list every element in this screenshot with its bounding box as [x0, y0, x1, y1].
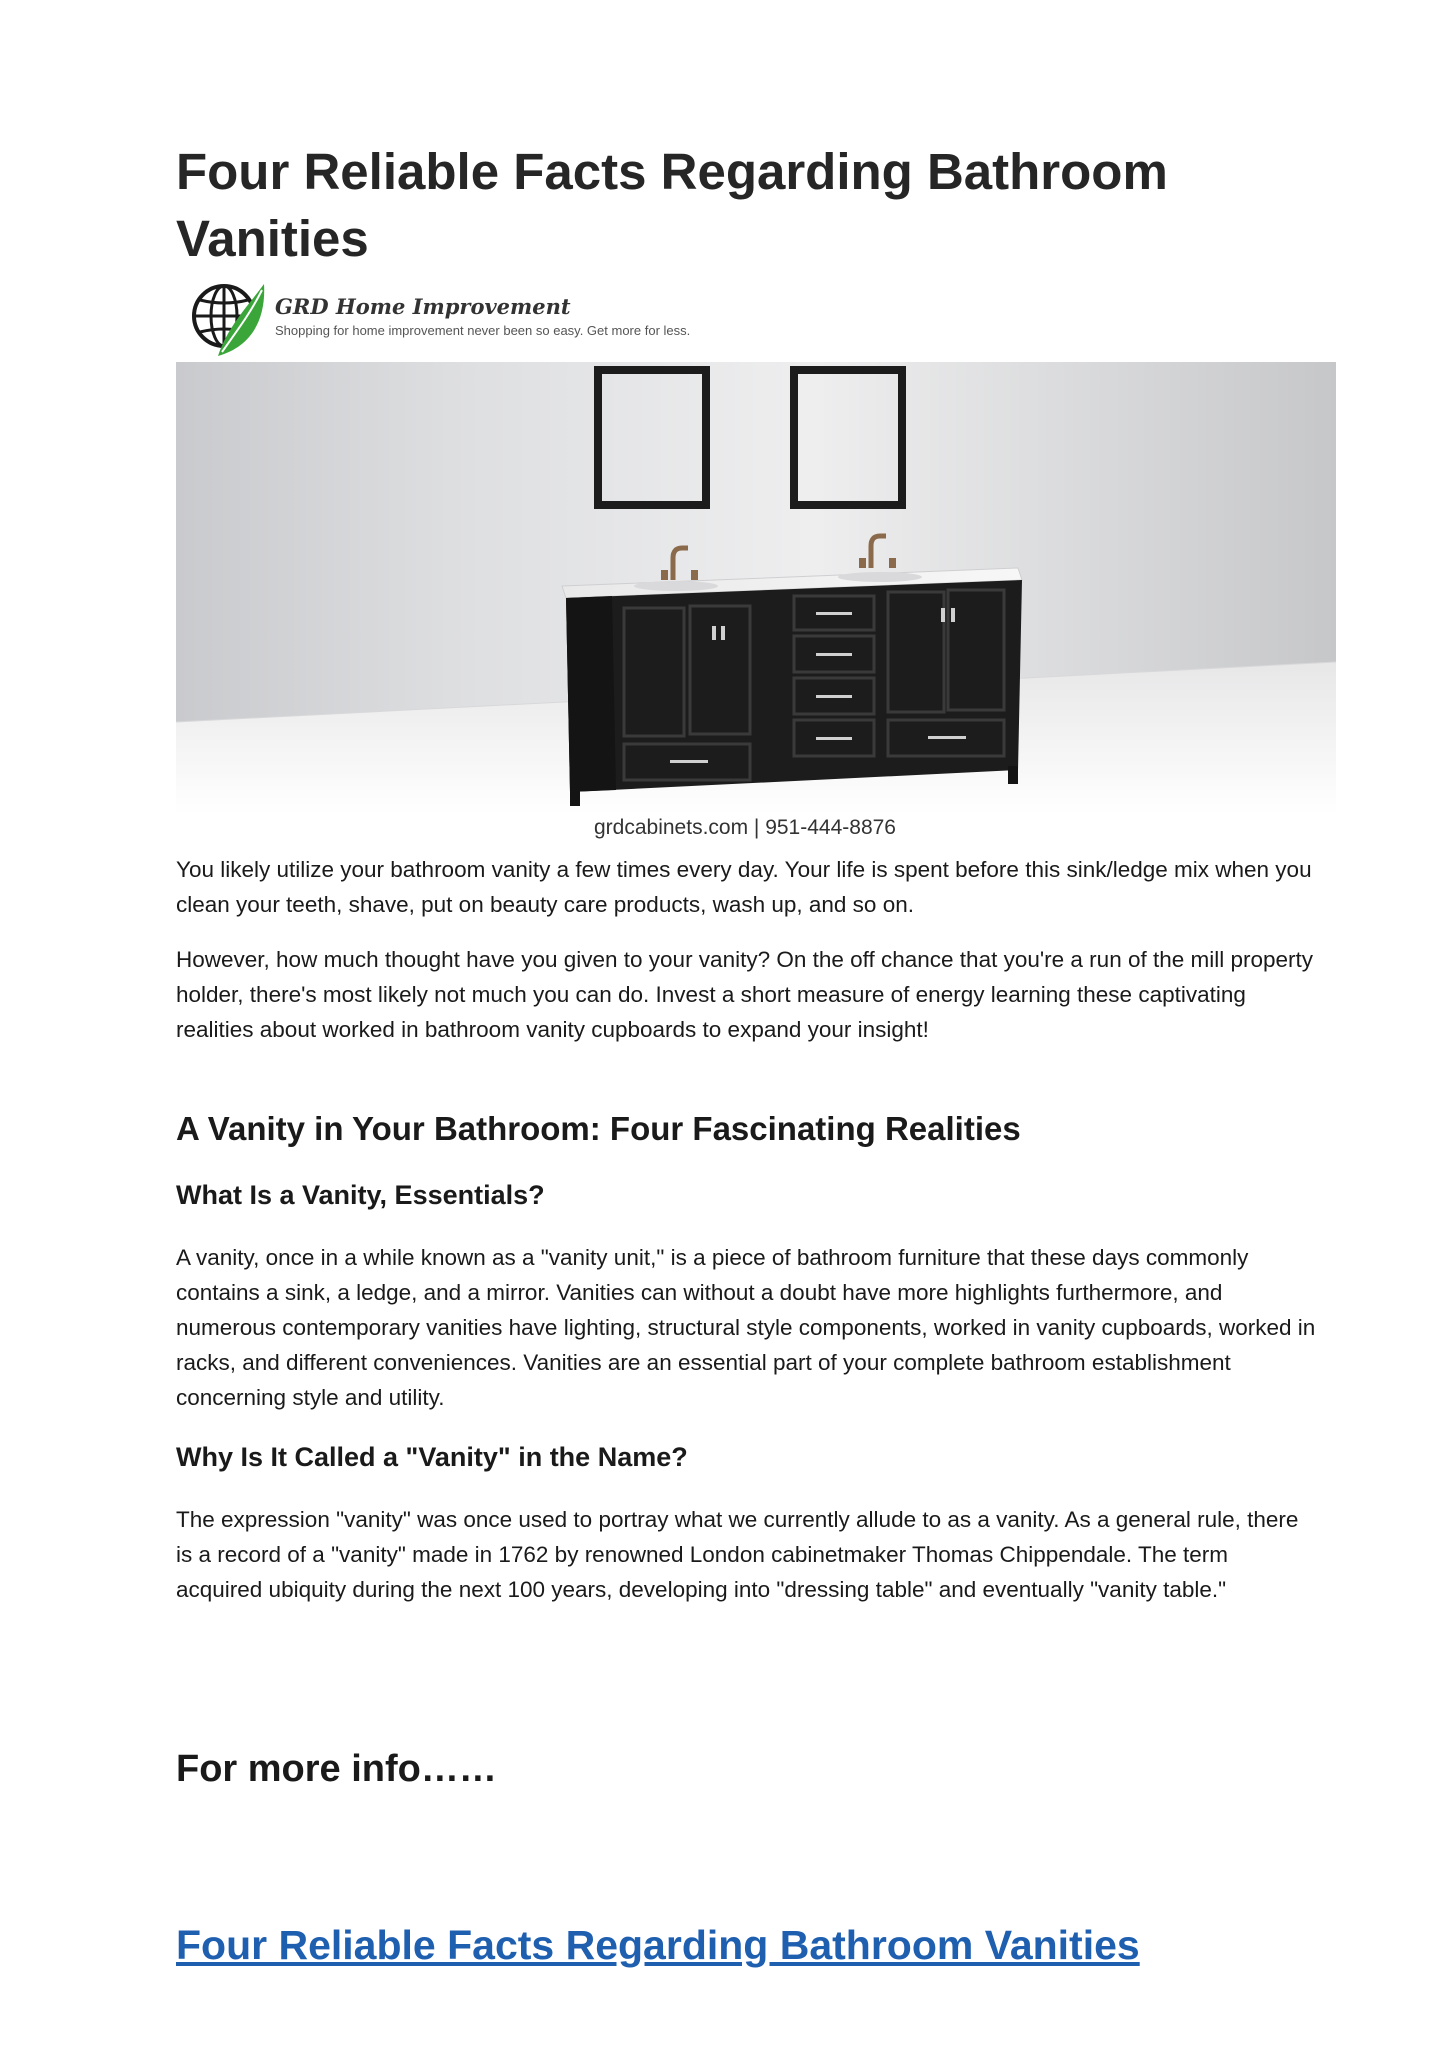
subsection-text-2: The expression "vanity" was once used to portray what we currently allude to as a vanity. As a general rule, there is a record of a "vanity" made in 1762 by renowned London cabinetmaker Thomas Chippendale. The term acquired ubiquity during the next 100 years, developing into "dressing table" and eventually "vanity table.": [176, 1507, 1299, 1602]
globe-leaf-icon: [188, 276, 268, 362]
intro-paragraph-1: You likely utilize your bathroom vanity a few times every day. Your life is spent before this sink/ledge mix when you clean your teeth, shave, put on beauty care products, wash up, and so on.: [176, 857, 1312, 917]
article-link[interactable]: Four Reliable Facts Regarding Bathroom Vanities: [176, 1922, 1140, 1968]
brand-logo: [188, 276, 828, 362]
section-heading: A Vanity in Your Bathroom: Four Fascinating Realities: [176, 1110, 1021, 1147]
image-caption: grdcabinets.com | 951-444-8876: [594, 816, 896, 839]
logo-tagline: Shopping for home improvement never been so easy. Get more for less.: [275, 323, 691, 338]
intro-paragraph-2: However, how much thought have you given to your vanity? On the off chance that you're a run of the mill property holder, there's most likely not much you can do. Invest a short measure of energy learning these captivating realities about worked in bathroom vanity cupboards to expand your insight!: [176, 947, 1314, 1042]
subsection-text-1: A vanity, once in a while known as a "vanity unit," is a piece of bathroom furniture that these days commonly contains a sink, a ledge, and a mirror. Vanities can without a doubt have more highlights furthermore, and numerous contemporary vanities have lighting, structural style components, worked in vanity cupboards, worked in racks, and different conveniences. Vanities are an essential part of your complete bathroom establishment concerning style and utility.: [176, 1245, 1316, 1410]
more-info-heading: For more info……: [176, 1748, 497, 1790]
page-title: Four Reliable Facts Regarding Bathroom Vanities: [176, 143, 1168, 267]
vanity-product-image: [176, 362, 1336, 814]
logo-brand-name: GRD Home Improvement: [275, 294, 571, 319]
subsection-heading-1: What Is a Vanity, Essentials?: [176, 1180, 545, 1210]
subsection-heading-2: Why Is It Called a "Vanity" in the Name?: [176, 1442, 688, 1472]
